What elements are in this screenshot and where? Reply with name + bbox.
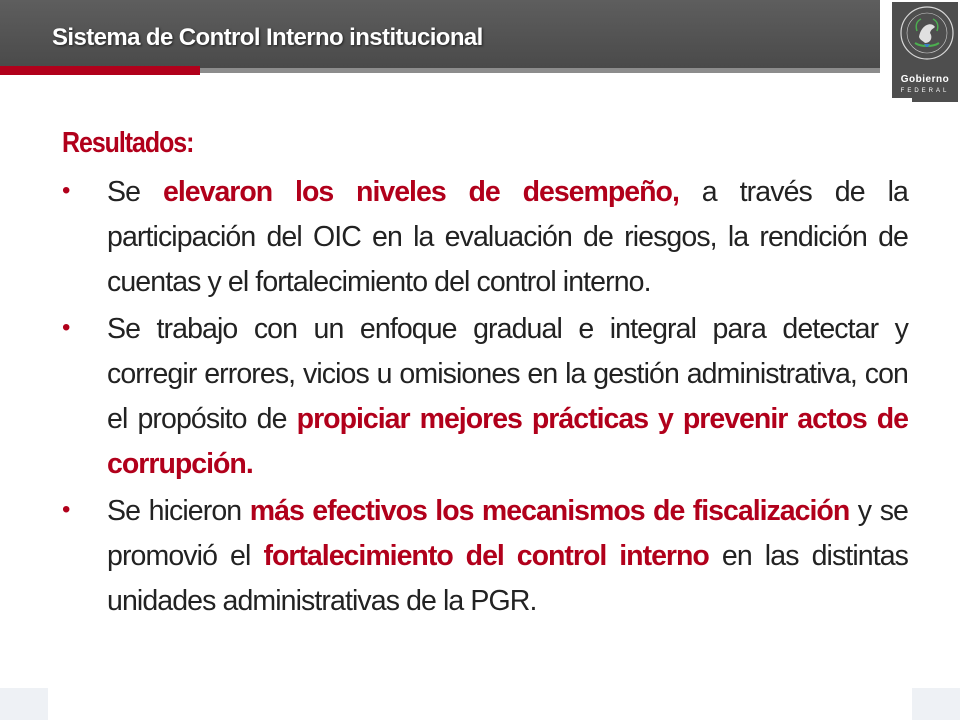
results-list — [62, 170, 908, 626]
slide-title: Sistema de Control Interno institucional — [52, 24, 483, 51]
national-seal-icon — [897, 3, 957, 63]
bullet-icon: • — [62, 177, 70, 204]
logo-line2: FEDERAL — [900, 88, 950, 94]
text-run: y se promovió el — [107, 495, 909, 572]
bullet-icon: • — [62, 496, 70, 523]
emphasis-text: fortalecimiento del control interno — [263, 540, 709, 572]
list-item — [62, 170, 908, 305]
text-run: Se hicieron — [107, 495, 250, 527]
section-heading: Resultados: — [62, 127, 194, 159]
text-run: a través de la participación del OIC en la evaluación de riesgos, la rendición de cuentas y el fortalecimiento del control interno. — [107, 176, 908, 298]
logo-line1: Gobierno — [900, 74, 950, 85]
list-item — [62, 489, 908, 624]
text-run: Se — [107, 176, 163, 208]
header-accent-red-bar — [0, 66, 200, 75]
emphasis-text: elevaron los niveles de desempeño, — [162, 176, 679, 208]
bullet-icon: • — [62, 314, 70, 341]
header-accent-grey-bar — [200, 68, 880, 73]
text-run: en las distintas unidades administrativas de la PGR. — [107, 540, 909, 617]
list-item — [62, 307, 908, 487]
emphasis-text: más efectivos los mecanismos de fiscalización — [249, 495, 850, 527]
text-run: Se trabajo con un enfoque gradual e integral para detectar y corregir errores, vicios u omisiones en la gestión administrativa, con el propósito de — [107, 313, 908, 435]
emphasis-text: propiciar mejores prácticas y prevenir actos de corrupción. — [107, 403, 908, 480]
